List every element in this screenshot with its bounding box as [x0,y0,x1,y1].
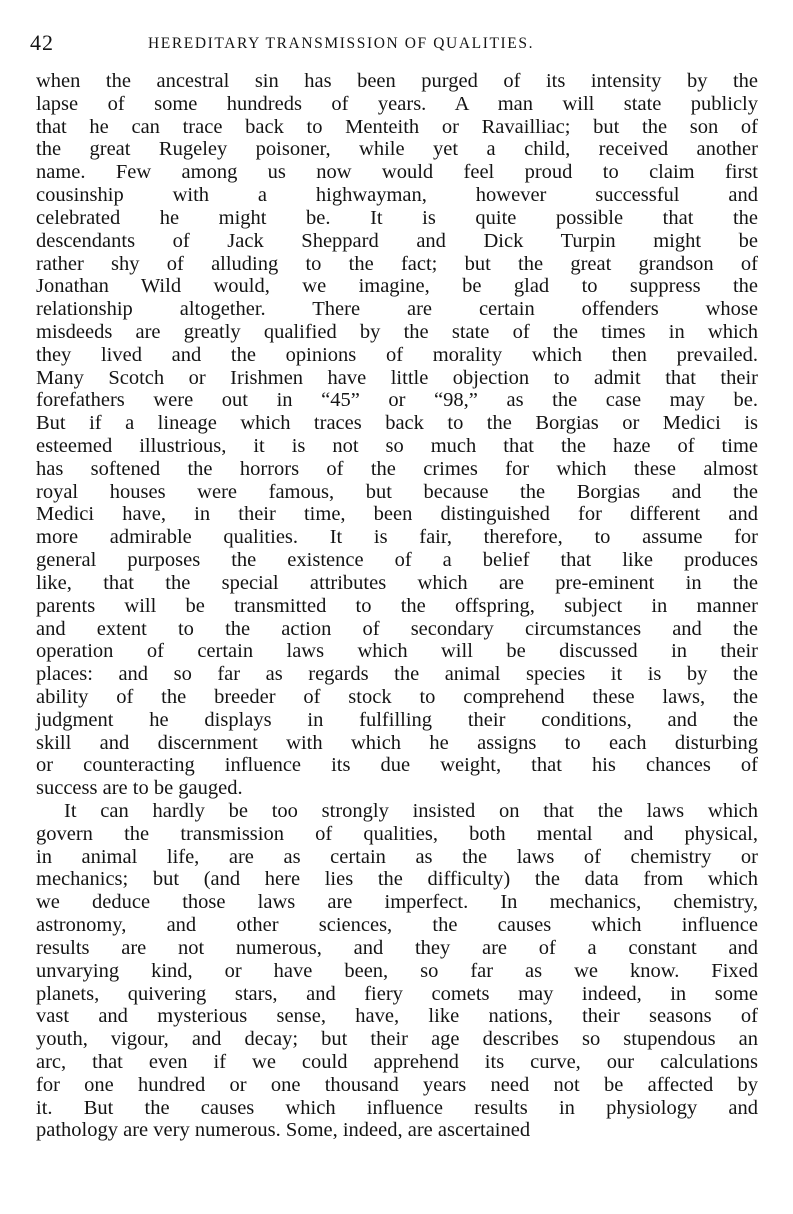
paragraph [36,800,758,1142]
text-line: operation of certain laws which will be discussed in their [36,640,758,663]
text-line: general purposes the existence of a belief that like produces [36,549,758,572]
text-line: that he can trace back to Menteith or Ravailliac; but the son of [36,115,758,138]
text-line: misdeeds are greatly qualified by the state of the times in which [36,320,758,343]
text-line: planets, quivering stars, and fiery comets may indeed, in some [36,982,758,1005]
text-line: mechanics; but (and here lies the difficulty) the data from which [36,868,758,891]
text-line: places: and so far as regards the animal species it is by the [36,663,758,686]
text-line: ability of the breeder of stock to comprehend these laws, the [36,685,758,708]
text-line: parents will be transmitted to the offspring, subject in manner [36,594,758,617]
text-line: forefathers were out in “45” or “98,” as the case may be. [36,389,758,412]
text-line: rather shy of alluding to the fact; but the great grandson of [36,252,758,275]
text-line: royal houses were famous, but because the Borgias and the [36,480,758,503]
text-line: celebrated he might be. It is quite possible that the [36,206,758,229]
text-line: results are not numerous, and they are of a constant and [36,936,758,959]
running-title: HEREDITARY TRANSMISSION OF QUALITIES. [148,35,535,52]
text-line: for one hundred or one thousand years need not be affected by [36,1073,758,1096]
body-text [36,70,758,1142]
text-line: relationship altogether. There are certain offenders whose [36,298,758,321]
text-line: descendants of Jack Sheppard and Dick Turpin might be [36,229,758,252]
text-line: youth, vigour, and decay; but their age describes so stupendous an [36,1028,758,1051]
text-line: name. Few among us now would feel proud to claim first [36,161,758,184]
text-line: Jonathan Wild would, we imagine, be glad to suppress the [36,275,758,298]
text-line: skill and discernment with which he assigns to each disturbing [36,731,758,754]
text-line: Medici have, in their time, been distinguished for different and [36,503,758,526]
text-line: in animal life, are as certain as the laws of chemistry or [36,845,758,868]
text-line: we deduce those laws are imperfect. In mechanics, chemistry, [36,891,758,914]
text-line: cousinship with a highwayman, however successful and [36,184,758,207]
page-header [30,28,765,58]
paragraph [36,70,758,800]
text-line: or counteracting influence its due weight, that his chances of [36,754,758,777]
text-line: more admirable qualities. It is fair, therefore, to assume for [36,526,758,549]
text-line: astronomy, and other sciences, the causes which influence [36,914,758,937]
text-line: like, that the special attributes which are pre-eminent in the [36,571,758,594]
text-line: judgment he displays in fulfilling their conditions, and the [36,708,758,731]
text-line: has softened the horrors of the crimes for which these almost [36,457,758,480]
text-line: It can hardly be too strongly insisted on that the laws which [64,800,758,822]
text-line: Many Scotch or Irishmen have little objection to admit that their [36,366,758,389]
text-line: and extent to the action of secondary circumstances and the [36,617,758,640]
text-line: arc, that even if we could apprehend its curve, our calculations [36,1050,758,1073]
text-line: esteemed illustrious, it is not so much that the haze of time [36,435,758,457]
text-line: But if a lineage which traces back to the Borgias or Medici is [36,412,758,435]
text-line: it. But the causes which influence results in physiology and [36,1096,758,1119]
text-line: vast and mysterious sense, have, like nations, their seasons of [36,1005,758,1028]
text-line: govern the transmission of qualities, both mental and physical, [36,822,758,845]
page-number: 42 [30,30,54,55]
text-line: lapse of some hundreds of years. A man will state publicly [36,92,758,115]
text-line: they lived and the opinions of morality which then prevailed. [36,343,758,366]
text-line: when the ancestral sin has been purged of its intensity by the [36,70,758,92]
text-line: pathology are very numerous. Some, indeed, are ascertained [36,1119,531,1142]
text-line: success are to be gauged. [36,777,243,800]
text-line: unvarying kind, or have been, so far as we know. Fixed [36,959,758,982]
text-line: the great Rugeley poisoner, while yet a child, received another [36,138,758,161]
